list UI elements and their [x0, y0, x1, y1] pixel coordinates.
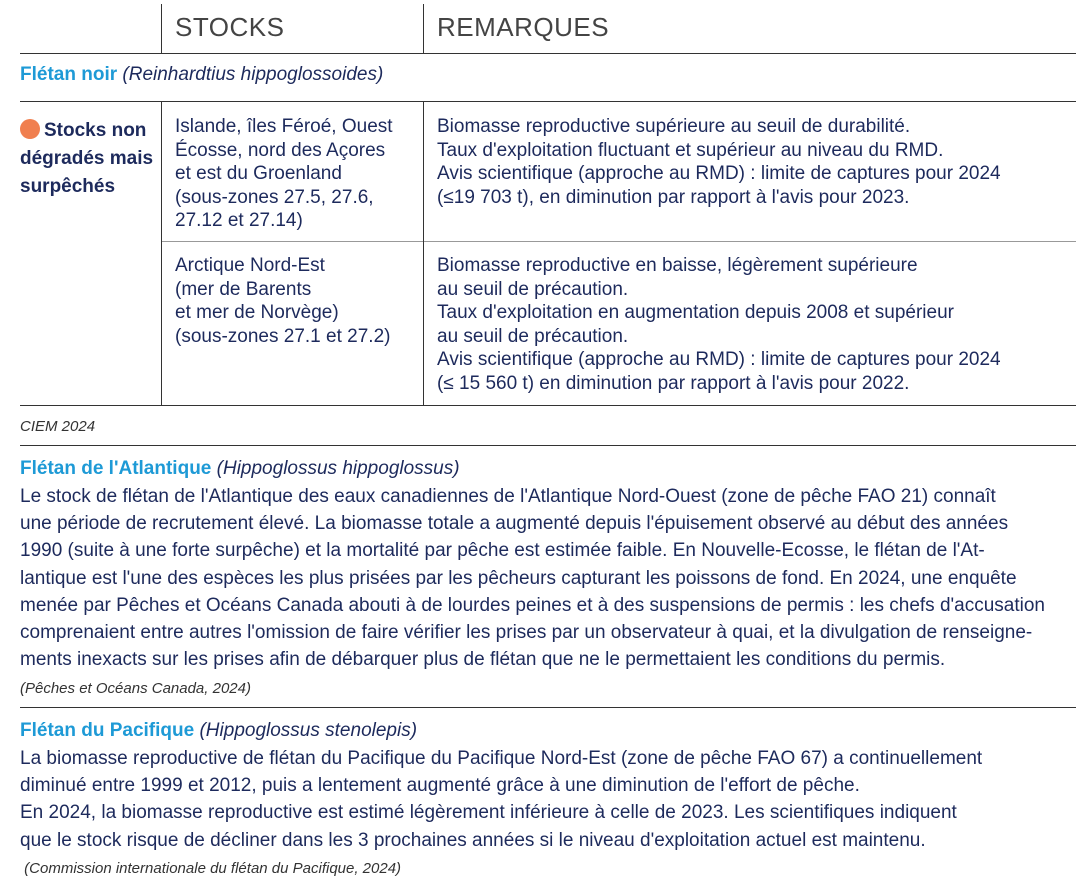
species-title-fletan-pacifique — [20, 720, 417, 742]
paragraph-line: menée par Pêches et Océans Canada abouti à de lourdes peines et à des suspensions de permis : les chefs d'accusation — [20, 594, 1045, 616]
species-title-fletan-atlantique — [20, 458, 460, 480]
species-name: Flétan du Pacifique — [20, 720, 195, 741]
header-stocks: STOCKS — [175, 12, 285, 42]
column-divider — [161, 101, 162, 406]
species-latin-name: (Hippoglossus hippoglossus) — [216, 458, 460, 479]
status-dot-icon — [20, 119, 40, 139]
species-name: Flétan noir — [20, 64, 118, 85]
header-divider — [161, 4, 162, 53]
section-separator — [20, 707, 1076, 708]
stocks-table — [20, 101, 1076, 406]
stock-status — [20, 117, 155, 201]
table-rule — [20, 405, 1076, 406]
paragraph-line: une période de recrutement élevé. La biomasse totale a augmenté depuis l'épuisement observé au début des années — [20, 513, 1009, 535]
section-separator — [20, 445, 1076, 446]
species-latin-name: (Hippoglossus stenolepis) — [199, 720, 418, 741]
paragraph-line: comprenaient entre autres l'omission de faire vérifier les prises par un observateur à quai, et la divulgation de renseigne- — [20, 622, 1033, 644]
species-latin-name: (Reinhardtius hippoglossoides) — [122, 64, 384, 85]
species-title-fletan-noir — [20, 64, 383, 86]
species-name: Flétan de l'Atlantique — [20, 458, 212, 479]
table-cell-stock: Arctique Nord-Est (mer de Barents et mer de Norvège) (sous-zones 27.1 et 27.2) — [175, 255, 391, 347]
paragraph-pacifique — [20, 745, 1076, 854]
source-commission-pacifique: (Commission internationale du flétan du Pacifique, 2024) — [20, 860, 402, 877]
table-rule — [20, 101, 1076, 102]
paragraph-line: La biomasse reproductive de flétan du Pacifique du Pacifique Nord-Est (zone de pêche FAO 67) a continuellement — [20, 748, 983, 769]
table-cell-remarques: Biomasse reproductive supérieure au seuil de durabilité. Taux d'exploitation fluctuant et supérieur au niveau du RMD. Avis scientifique (approche au RMD) : limite de captures pour 2024 (≤19 703 t), en diminution par rapport à l'avis pour 2023. — [437, 116, 1001, 208]
row-rule — [162, 241, 1076, 242]
table-cell-stock: Islande, îles Féroé, Ouest Écosse, nord des Açores et est du Groenland (sous-zones 27.5, 27.6, 27.12 et 27.14) — [175, 116, 393, 231]
paragraph-line: que le stock risque de décliner dans les 3 prochaines années si le niveau d'exploitation actuel est maintenu. — [20, 829, 926, 851]
source-peches-oceans: (Pêches et Océans Canada, 2024) — [20, 680, 251, 697]
table-cell-remarques: Biomasse reproductive en baisse, légèrement supérieure au seuil de précaution. Taux d'exploitation en augmentation depuis 2008 et supérieur au seuil de précaution. Avis scientifique (approche au RMD) : limite de captures pour 2024 (≤ 15 560 t) en diminution par rapport à l'avis pour 2022. — [437, 255, 1001, 394]
paragraph-atlantique — [20, 483, 1076, 673]
column-divider — [423, 101, 424, 406]
paragraph-line: diminué entre 1999 et 2012, puis a lentement augmenté grâce à une diminution de l'effort de pêche. — [20, 775, 860, 797]
table-header — [20, 0, 1076, 54]
paragraph-line: 1990 (suite à une forte surpêche) et la mortalité par pêche est estimée faible. En Nouvelle-Ecosse, le flétan de l'At- — [20, 540, 985, 562]
paragraph-line: ments inexacts sur les prises afin de débarquer plus de flétan que ne le permettaient les conditions du permis. — [20, 649, 946, 671]
paragraph-line: lantique est l'une des espèces les plus prisées par les pêcheurs capturant les poissons de fond. En 2024, une enquête — [20, 567, 1017, 589]
source-ciem: CIEM 2024 — [20, 418, 96, 435]
header-divider — [423, 4, 424, 53]
paragraph-line: En 2024, la biomasse reproductive est estimé légèrement inférieure à celle de 2023. Les scientifiques indiquent — [20, 802, 957, 824]
status-label: Stocks non dégradés mais surpêchés — [20, 120, 154, 197]
header-remarques: REMARQUES — [437, 12, 610, 42]
paragraph-line: Le stock de flétan de l'Atlantique des eaux canadiennes de l'Atlantique Nord-Ouest (zone de pêche FAO 21) connaît — [20, 486, 996, 507]
